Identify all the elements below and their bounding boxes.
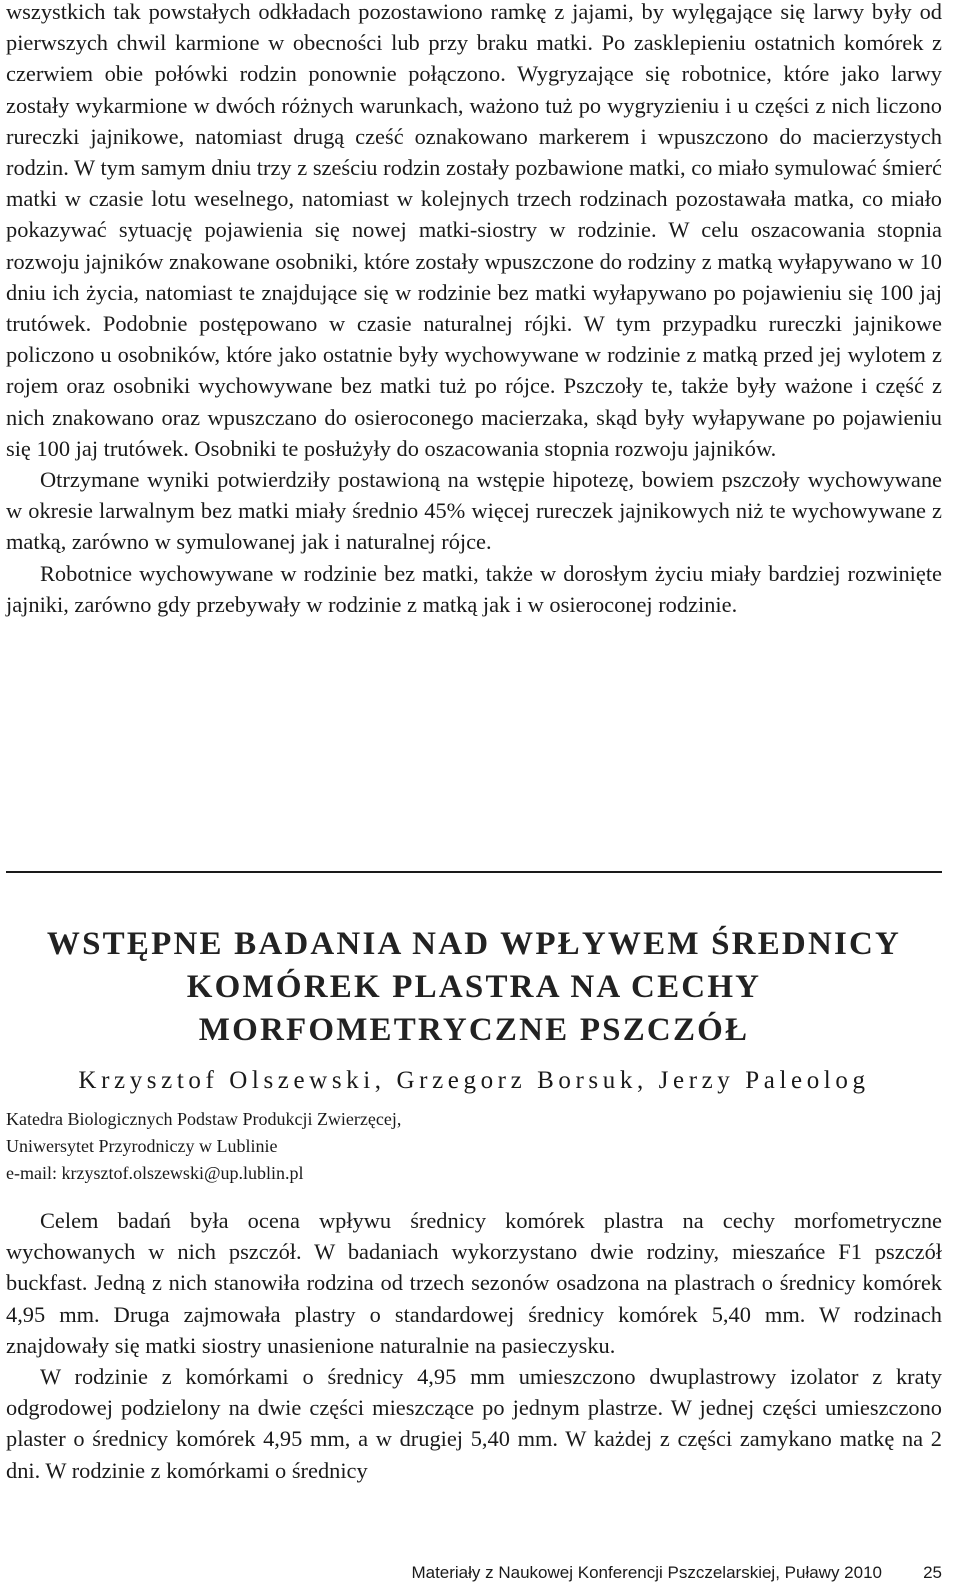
continued-paragraph-3: Robotnice wychowywane w rodzinie bez matki, także w dorosłym życiu miały bardziej rozwinięte jajniki, zarówno gdy przebywały w rodzinie z matką jak i w osieroconej rodzinie. — [6, 560, 942, 617]
article-paragraph-2: W rodzinie z komórkami o średnicy 4,95 mm umieszczono dwuplastrowy izolator z kraty odgrodowej podzielony na dwie części mieszczące po jednym plastrze. W jednej części umieszczono plaster o średnicy komórek 4,95 mm, a w drugiej 5,40 mm. W każdej z części zamykano matkę na 2 dni. W rodzinie z komórkami o średnicy — [6, 1364, 942, 1483]
article-affiliation — [6, 1106, 942, 1187]
article-body — [6, 1205, 942, 1486]
article-paragraph-1: Celem badań była ocena wpływu średnicy komórek plastra na cechy morfometryczne wychowanych w nich pszczół. W badaniach wykorzystano dwie rodziny, mieszańce F1 pszczół buckfast. Jedną z nich stanowiła rodzina od trzech sezonów osadzona na plastrach o średnicy komórek 4,95 mm. Druga zajmowała plastry o standardowej średnicy komórek 5,40 mm. W rodzinach znajdowały się matki siostry unasienione naturalnie na pasieczysku. — [6, 1208, 942, 1358]
continued-paragraph-1: wszystkich tak powstałych odkładach pozostawiono ramkę z jajami, by wylęgające się larwy były od pierwszych chwil karmione w obecności lub przy braku matki. Po zasklepieniu ostatnich komórek z czerwiem obie połówki rodzin ponownie połączono. Wygryzające się robotnice, które jako larwy zostały wykarmione w dwóch różnych warunkach, ważono tuż po wygryzieniu i u części z nich liczono rureczki jajnikowe, natomiast drugą cześć oznakowano markerem i wpuszczono do macierzystych rodzin. W tym samym dniu trzy z sześciu rodzin zostały pozbawione matki, co miało symulować śmierć matki w czasie lotu weselnego, natomiast w kolejnych trzech rodzinach pozostawała matka, co miało pokazywać sytuację pojawienia się nowej matki-siostry w rodzinie. W celu oszacowania stopnia rozwoju jajników znakowane osobniki, które zostały wpuszczone do rodziny z matką wyłapywano w 10 dniu ich życia, natomiast te znajdujące się w rodzinie bez matki wyłapywano po pojawieniu się 100 jaj trutówek. Podobnie postępowano w czasie naturalnej rójki. W tym przypadku rureczki jajnikowe policzono u osobników, które jako ostatnie były wychowywane w rodzinie z matką przed jej wylotem z rojem oraz osobniki wychowywane bez matki tuż po rójce. Pszczoły te, także były ważone i część z nich znakowano oraz wpuszczano do osieroconego macierzaka, skąd były wyłapywane po pojawieniu się 100 jaj trutówek. Osobniki te posłużyły do oszacowania stopnia rozwoju jajników. — [6, 0, 942, 461]
section-divider — [6, 871, 942, 873]
affiliation-department: Katedra Biologicznych Podstaw Produkcji Zwierzęcej, — [6, 1109, 402, 1129]
continued-text-section — [6, 0, 942, 620]
continued-paragraph-2: Otrzymane wyniki potwierdziły postawioną na wstępie hipotezę, bowiem pszczoły wychowywane w okresie larwalnym bez matki miały średnio 45% więcej rureczek jajnikowych niż te wychowywane z matką, zarówno w symulowanej jak i naturalnej rójce. — [6, 467, 942, 555]
article-title-line-3: MORFOMETRYCZNE PSZCZÓŁ — [198, 1012, 750, 1048]
affiliation-university: Uniwersytet Przyrodniczy w Lublinie — [6, 1136, 278, 1156]
article-title-line-2: KOMÓREK PLASTRA NA CECHY — [186, 969, 762, 1005]
article-title — [6, 923, 942, 1052]
footer-source: Materiały z Naukowej Konferencji Pszczelarskiej, Puławy 2010 — [411, 1563, 882, 1582]
article-authors: Krzysztof Olszewski, Grzegorz Borsuk, Jerzy Paleolog — [78, 1067, 870, 1094]
article-title-line-1: WSTĘPNE BADANIA NAD WPŁYWEM ŚREDNICY — [46, 926, 902, 962]
affiliation-email: e-mail: krzysztof.olszewski@up.lublin.pl — [6, 1163, 304, 1183]
page-number: 25 — [923, 1563, 942, 1582]
